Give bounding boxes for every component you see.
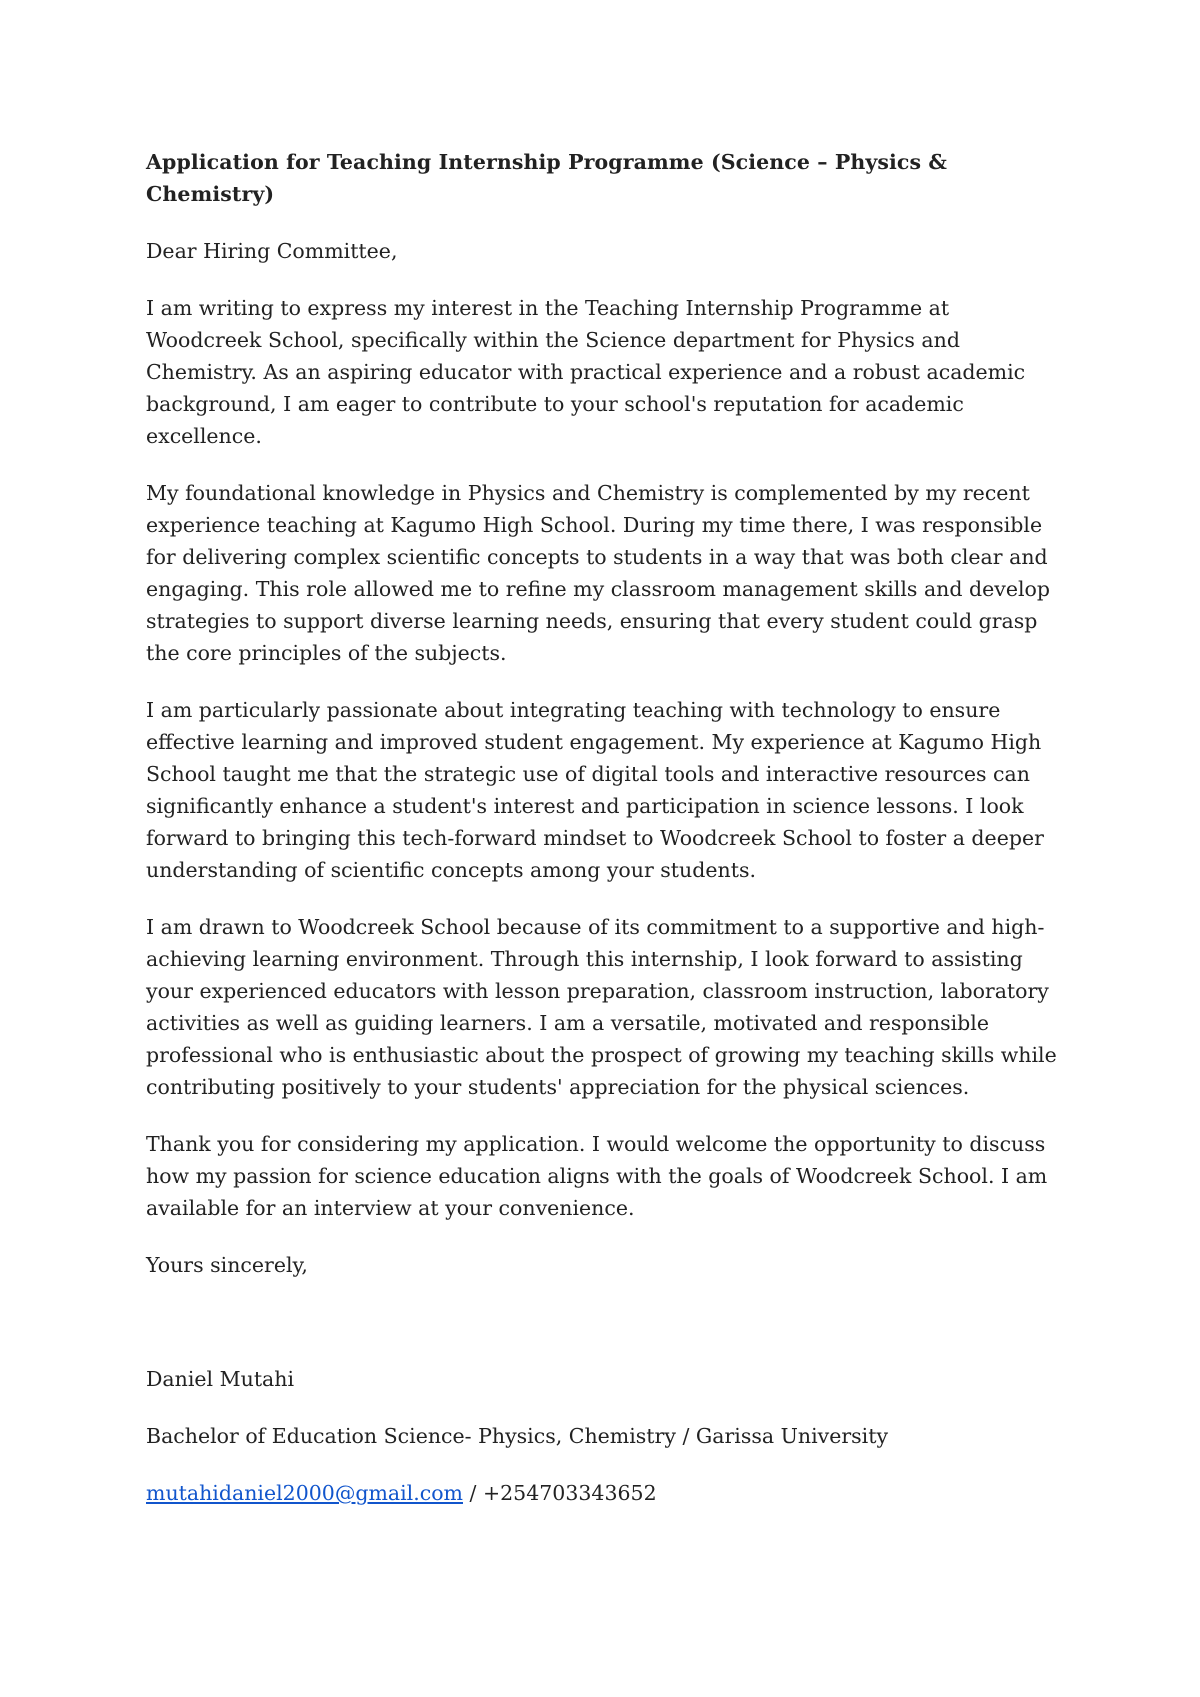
signature-contact xyxy=(146,1477,1068,1509)
phone-number: +254703343652 xyxy=(482,1481,657,1505)
letter-salutation: Dear Hiring Committee, xyxy=(146,239,398,263)
paragraph-interest: I am writing to express my interest in the Teaching Internship Programme at Woodcreek School, specifically within the Science department for Physics and Chemistry. As an aspiring educator with practical experience and a robust academic background, I am eager to contribute to your school's reputation for academic excellence. xyxy=(146,296,1026,448)
email-link[interactable]: mutahidaniel2000@gmail.com xyxy=(146,1481,463,1505)
paragraph-motivation: I am drawn to Woodcreek School because of its commitment to a supportive and high-achieving learning environment. Through this internship, I look forward to assisting your experienced educators with lesson preparation, classroom instruction, laboratory activities as well as guiding learners. I am a versatile, motivated and responsible professional who is enthusiastic about the prospect of growing my teaching skills while contributing positively to your students' appreciation for the physical sciences. xyxy=(146,915,1057,1099)
signature-qualification: Bachelor of Education Science- Physics, Chemistry / Garissa University xyxy=(146,1424,889,1448)
letter-subject: Application for Teaching Internship Programme (Science – Physics & Chemistry) xyxy=(146,150,947,206)
contact-separator: / xyxy=(463,1481,483,1505)
paragraph-thanks: Thank you for considering my application. I would welcome the opportunity to discuss how my passion for science education aligns with the goals of Woodcreek School. I am available for an interview at your convenience. xyxy=(146,1132,1048,1220)
paragraph-experience: My foundational knowledge in Physics and Chemistry is complemented by my recent experience teaching at Kagumo High School. During my time there, I was responsible for delivering complex scientific concepts to students in a way that was both clear and engaging. This role allowed me to refine my classroom management skills and develop strategies to support diverse learning needs, ensuring that every student could grasp the core principles of the subjects. xyxy=(146,481,1051,665)
letter-body xyxy=(146,146,1068,1534)
letter-closing: Yours sincerely, xyxy=(146,1253,308,1277)
paragraph-technology: I am particularly passionate about integrating teaching with technology to ensure effective learning and improved student engagement. My experience at Kagumo High School taught me that the strategic use of digital tools and interactive resources can significantly enhance a student's interest and participation in science lessons. I look forward to bringing this tech-forward mindset to Woodcreek School to foster a deeper understanding of scientific concepts among your students. xyxy=(146,698,1044,882)
signature-name: Daniel Mutahi xyxy=(146,1367,295,1391)
